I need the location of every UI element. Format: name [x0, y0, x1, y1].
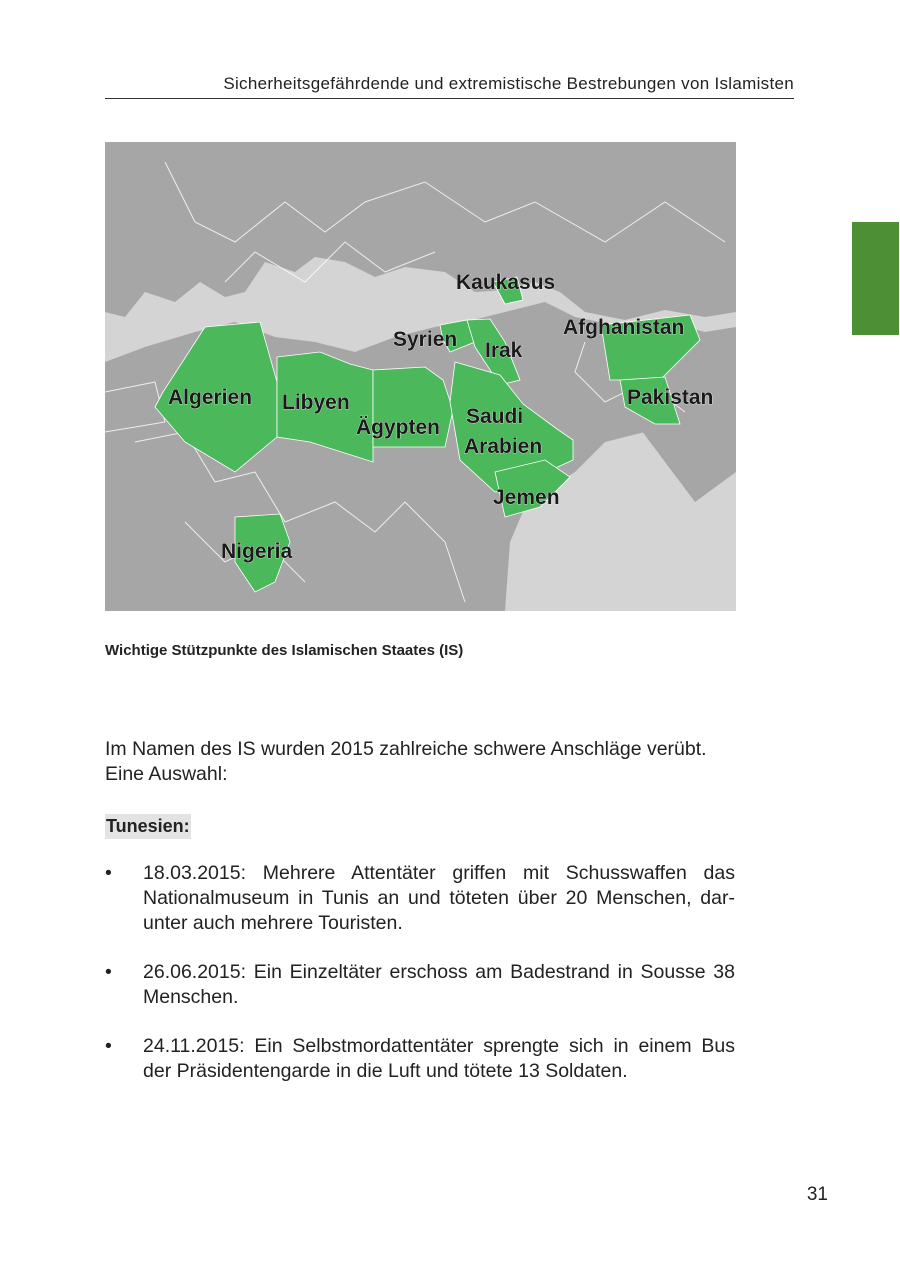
- map-label-irak: Irak: [485, 339, 523, 362]
- map-label-algerien: Algerien: [168, 386, 253, 409]
- attack-list: [105, 861, 735, 1108]
- figure-caption: Wichtige Stützpunkte des Islamischen Staates (IS): [105, 642, 464, 659]
- intro-paragraph: Im Namen des IS wurden 2015 zahlreiche schwere Anschläge verübt. Eine Auswahl:: [105, 738, 707, 785]
- list-item-text: 18.03.2015: Mehrere Attentäter griffen mit Schusswaffen das Nationalmuseum in Tunis an und töteten über 20 Menschen, darunter auch mehrere Touristen.: [143, 862, 735, 934]
- chapter-tab: [852, 222, 899, 335]
- map-label-saudi-line2: Arabien: [464, 435, 543, 458]
- list-item-text: 26.06.2015: Ein Einzeltäter erschoss am Badestrand in Sousse 38 Menschen.: [143, 961, 735, 1008]
- list-item: [105, 861, 735, 936]
- map-label-aegypten: Ägypten: [356, 416, 440, 439]
- header-rule: [105, 98, 794, 99]
- list-item: [105, 960, 735, 1010]
- list-item-text: 24.11.2015: Ein Selbstmordattentäter sprengte sich in einem Bus der Präsidentengarde in die Luft und tötete 13 Soldaten.: [143, 1035, 735, 1082]
- section-heading: Tunesien:: [105, 814, 191, 839]
- map-figure: [105, 142, 736, 611]
- map-label-libyen: Libyen: [282, 391, 350, 414]
- bullet-icon: •: [105, 961, 112, 983]
- map-label-saudi-line1: Saudi: [466, 405, 524, 428]
- map-label-afghanistan: Afghanistan: [563, 316, 685, 339]
- bullet-icon: •: [105, 862, 112, 884]
- map-svg: [105, 142, 736, 611]
- running-header: Sicherheitsgefährdende und extremistische Bestrebungen von Islamisten: [223, 74, 794, 93]
- map-label-jemen: Jemen: [493, 486, 560, 509]
- page-number: 31: [806, 1184, 828, 1205]
- list-item: [105, 1034, 735, 1084]
- bullet-icon: •: [105, 1035, 112, 1057]
- map-label-nigeria: Nigeria: [221, 540, 293, 563]
- map-label-kaukasus: Kaukasus: [456, 271, 556, 294]
- map-label-syrien: Syrien: [393, 328, 458, 351]
- map-label-pakistan: Pakistan: [627, 386, 714, 409]
